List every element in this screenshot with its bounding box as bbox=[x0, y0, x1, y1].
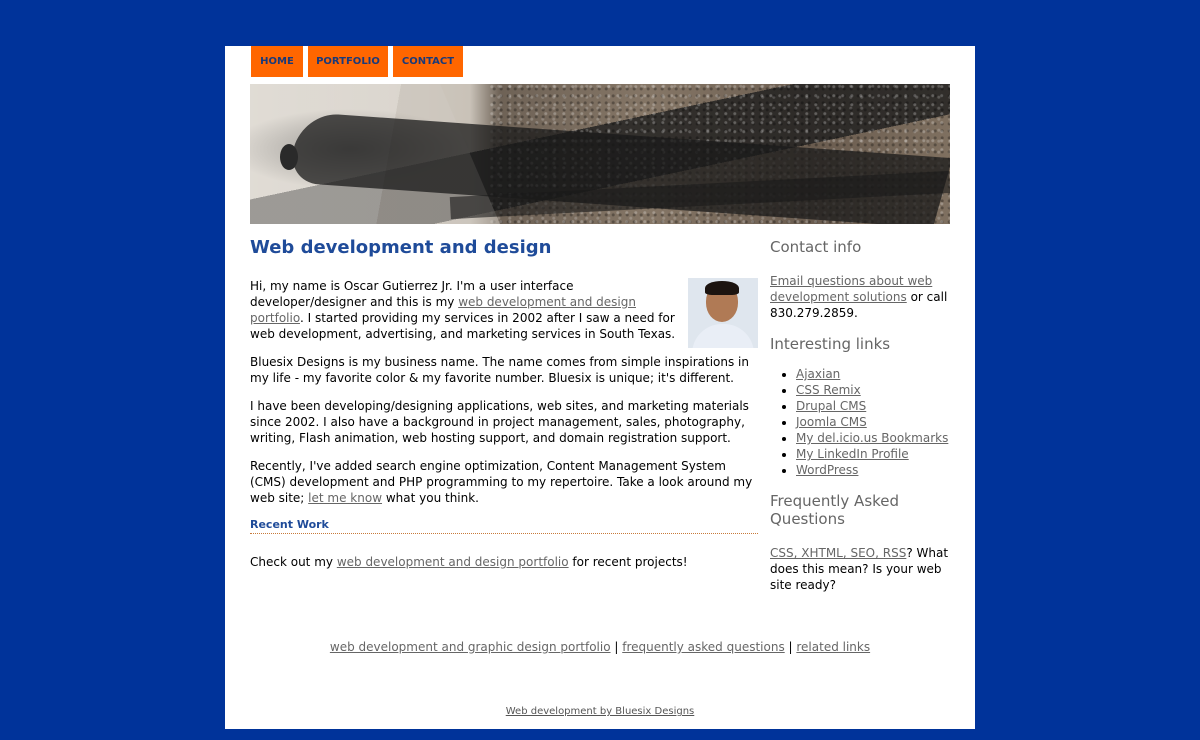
credit-link[interactable]: Web development by Bluesix Designs bbox=[505, 706, 695, 717]
recent-work-paragraph bbox=[250, 554, 758, 570]
let-me-know-link[interactable]: let me know bbox=[308, 491, 383, 505]
portfolio-link-recent[interactable]: web development and design portfolio bbox=[336, 555, 569, 569]
page-title: Web development and design bbox=[250, 237, 552, 258]
photo-shirt bbox=[692, 324, 754, 348]
footer-related-links-link[interactable]: related links bbox=[796, 640, 871, 654]
faq-paragraph bbox=[770, 545, 950, 593]
list-item bbox=[796, 382, 950, 398]
link-wordpress[interactable]: WordPress bbox=[796, 463, 859, 477]
intro-text-2: . I started providing my services in 2002 after I saw a need for web development, advertising, and marketing services in South Texas. bbox=[250, 311, 676, 341]
link-ajaxian[interactable]: Ajaxian bbox=[796, 367, 841, 381]
footer-credit bbox=[225, 706, 975, 717]
recent-work-heading: Recent Work bbox=[250, 518, 758, 534]
intro-paragraph bbox=[250, 278, 758, 342]
footer-separator: | bbox=[784, 640, 797, 654]
list-item bbox=[796, 414, 950, 430]
contact-info-paragraph bbox=[770, 273, 950, 321]
main-content bbox=[250, 236, 758, 582]
list-item bbox=[796, 462, 950, 478]
list-item bbox=[796, 430, 950, 446]
header-banner-photo bbox=[250, 84, 950, 224]
link-linkedin-profile[interactable]: My LinkedIn Profile bbox=[796, 447, 909, 461]
photo-hair bbox=[705, 281, 739, 295]
sidebar bbox=[770, 238, 950, 607]
contact-phone-text: or call 830.279.2859. bbox=[770, 290, 948, 320]
link-joomla-cms[interactable]: Joomla CMS bbox=[796, 415, 867, 429]
link-delicious-bookmarks[interactable]: My del.icio.us Bookmarks bbox=[796, 431, 949, 445]
recent-work-text-2: for recent projects! bbox=[568, 555, 688, 569]
recent-services-text-1: Recently, I've added search engine optimization, Content Management System (CMS) development and PHP programming to my repertoire. Take a look around my web site; bbox=[250, 459, 753, 505]
faq-topics-link[interactable]: CSS, XHTML, SEO, RSS bbox=[770, 546, 907, 560]
background-paragraph: I have been developing/designing applications, web sites, and marketing materials since 2002. I also have a background in project management, sales, photography, writing, Flash animation, web hosting support, and domain registration support. bbox=[250, 399, 749, 445]
email-questions-link[interactable]: Email questions about web development solutions bbox=[770, 274, 933, 304]
intro-text-1: Hi, my name is Oscar Gutierrez Jr. I'm a user interface developer/designer and this is my bbox=[250, 279, 574, 309]
footer-separator: | bbox=[610, 640, 623, 654]
recent-work-text-1: Check out my bbox=[250, 555, 337, 569]
page-container bbox=[225, 46, 975, 729]
nav-tab-home[interactable]: HOME bbox=[251, 46, 303, 77]
footer-portfolio-link[interactable]: web development and graphic design portfolio bbox=[329, 640, 611, 654]
footer-links bbox=[225, 639, 975, 655]
link-css-remix[interactable]: CSS Remix bbox=[796, 383, 861, 397]
portfolio-link-intro[interactable]: web development and design portfolio bbox=[250, 295, 636, 325]
list-item bbox=[796, 366, 950, 382]
interesting-links-heading: Interesting links bbox=[770, 335, 891, 353]
recent-services-text-2: what you think. bbox=[382, 491, 479, 505]
faq-heading: Frequently Asked Questions bbox=[770, 492, 900, 528]
nav-tab-contact[interactable]: CONTACT bbox=[393, 46, 463, 77]
list-item bbox=[796, 446, 950, 462]
link-drupal-cms[interactable]: Drupal CMS bbox=[796, 399, 867, 413]
faq-text: ? What does this mean? Is your web site ready? bbox=[770, 546, 949, 592]
nav-tab-portfolio[interactable]: PORTFOLIO bbox=[308, 46, 388, 77]
interesting-links-list bbox=[770, 366, 950, 478]
contact-info-heading: Contact info bbox=[770, 238, 862, 256]
recent-services-paragraph bbox=[250, 458, 758, 506]
author-photo bbox=[688, 278, 758, 348]
footer-faq-link[interactable]: frequently asked questions bbox=[622, 640, 785, 654]
list-item bbox=[796, 398, 950, 414]
business-name-paragraph: Bluesix Designs is my business name. The name comes from simple inspirations in my life - my favorite color & my favorite number. Bluesix is unique; it's different. bbox=[250, 355, 749, 385]
banner-shadow-head bbox=[280, 144, 298, 170]
